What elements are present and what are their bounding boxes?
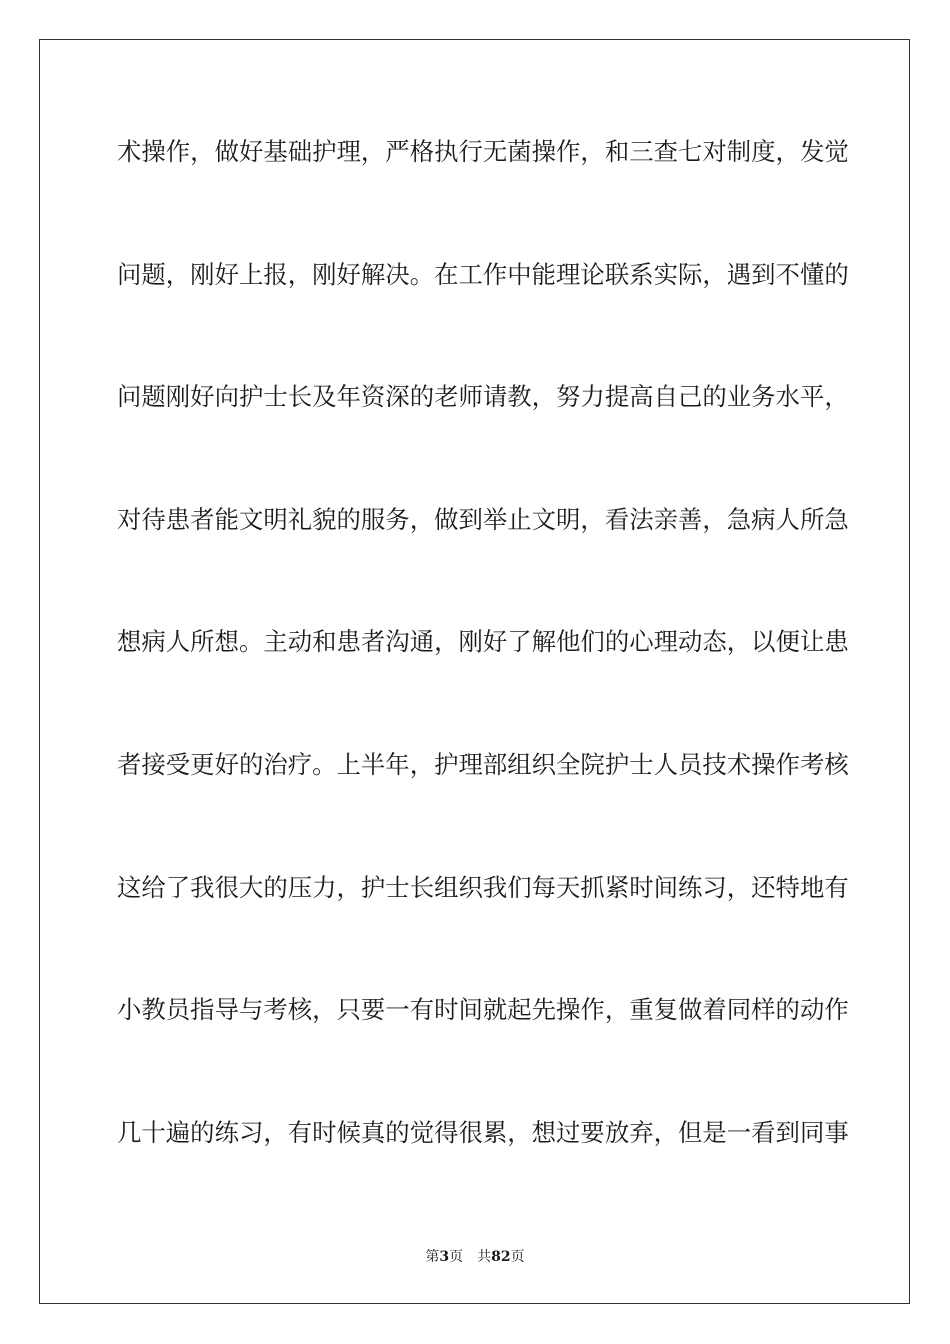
text-line: 想病人所想。主动和患者沟通，刚好了解他们的心理动态，以便让患 — [117, 627, 849, 657]
page-suffix: 页 — [449, 1249, 464, 1265]
text-line: 这给了我很大的压力，护士长组织我们每天抓紧时间练习，还特地有 — [117, 872, 849, 902]
text-line: 术操作，做好基础护理，严格执行无菌操作，和三查七对制度，发觉 — [117, 137, 849, 166]
text-line: 者接受更好的治疗。上半年，护理部组织全院护士人员技术操作考核 — [117, 749, 849, 779]
total-suffix: 页 — [510, 1249, 525, 1265]
total-pages: 82 — [491, 1249, 511, 1265]
text-line: 问题刚好向护士长及年资深的老师请教，努力提高自己的业务水平， — [117, 382, 849, 412]
page-prefix: 第 — [425, 1249, 440, 1265]
text-line: 几十遍的练习，有时候真的觉得很累，想过要放弃，但是一看到同事 — [117, 1117, 849, 1147]
page-number: 3 — [439, 1249, 450, 1265]
document-body — [117, 126, 849, 1229]
text-line: 对待患者能文明礼貌的服务，做到举止文明，看法亲善，急病人所急 — [117, 504, 849, 534]
text-line: 小教员指导与考核，只要一有时间就起先操作，重复做着同样的动作 — [117, 995, 849, 1025]
page-footer — [0, 1247, 950, 1267]
text-line: 问题，刚好上报，刚好解决。在工作中能理论联系实际，遇到不懂的 — [117, 259, 849, 289]
total-prefix: 共 — [477, 1249, 492, 1265]
